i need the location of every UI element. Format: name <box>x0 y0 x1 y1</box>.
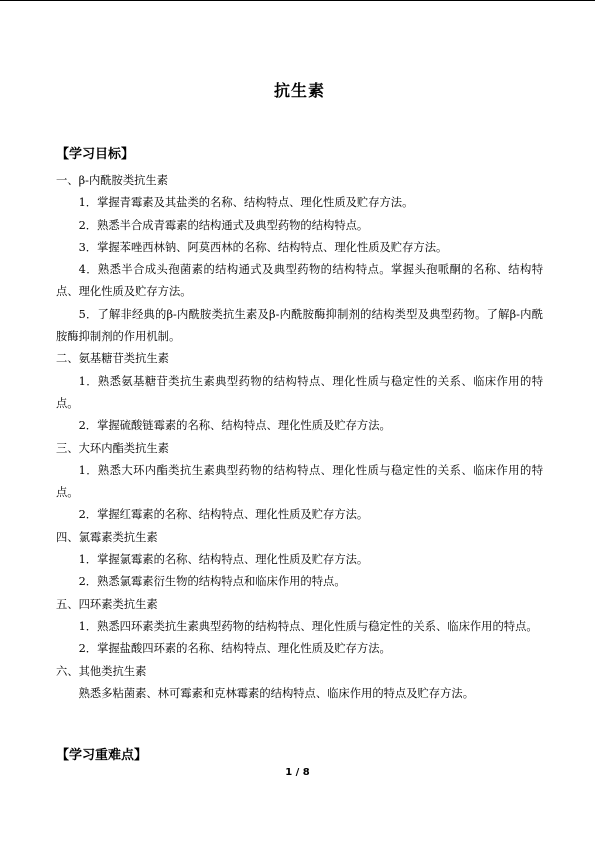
list-item: 1．掌握青霉素及其盐类的名称、结构特点、理化性质及贮存方法。 <box>78 196 414 210</box>
list-item: 2．掌握盐酸四环素的名称、结构特点、理化性质及贮存方法。 <box>78 642 391 656</box>
subsection-heading: 二、氨基糖苷类抗生素 <box>56 352 169 366</box>
subsection-heading: 五、四环素类抗生素 <box>56 597 158 611</box>
subsection-heading: 六、其他类抗生素 <box>56 664 147 678</box>
section-heading-objectives: 【学习目标】 <box>56 147 135 162</box>
subsection-heading: 三、大环内酯类抗生素 <box>56 441 169 455</box>
list-item: 5．了解非经典的β-内酰胺类抗生素及β-内酰胺酶抑制剂的结构类型及典型药物。了解β-内酰胺酶抑制剂的作用机制。 <box>56 307 543 344</box>
list-item: 1．熟悉大环内酯类抗生素典型药物的结构特点、理化性质与稳定性的关系、临床作用的特点。 <box>56 463 543 500</box>
list-item: 3．掌握苯唑西林钠、阿莫西林的名称、结构特点、理化性质及贮存方法。 <box>78 240 448 254</box>
list-item: 1．熟悉四环素类抗生素典型药物的结构特点、理化性质与稳定性的关系、临床作用的特点。 <box>78 619 538 633</box>
list-item: 熟悉多粘菌素、林可霉素和克林霉素的结构特点、临床作用的特点及贮存方法。 <box>78 686 474 700</box>
subsection-heading: 四、氯霉素类抗生素 <box>56 530 158 544</box>
list-item: 2．熟悉氯霉素衍生物的结构特点和临床作用的特点。 <box>78 575 346 589</box>
list-item: 1．掌握氯霉素的名称、结构特点、理化性质及贮存方法。 <box>78 553 369 567</box>
subsection-heading: 一、β-内酰胺类抗生素 <box>56 174 169 187</box>
list-item: 4．熟悉半合成头孢菌素的结构通式及典型药物的结构特点。掌握头孢哌酮的名称、结构特点、理化性质及贮存方法。 <box>56 263 543 299</box>
document-title: 抗生素 <box>273 81 325 100</box>
list-item: 2．掌握红霉素的名称、结构特点、理化性质及贮存方法。 <box>78 508 369 522</box>
list-item: 1．熟悉氨基糖苷类抗生素典型药物的结构特点、理化性质与稳定性的关系、临床作用的特点。 <box>56 374 543 410</box>
list-item: 2．掌握硫酸链霉素的名称、结构特点、理化性质及贮存方法。 <box>78 419 391 433</box>
page-number: 1 / 8 <box>285 767 310 778</box>
section-heading-key-points: 【学习重难点】 <box>56 748 148 763</box>
header-rule <box>0 0 595 1</box>
list-item: 2．熟悉半合成青霉素的结构通式及典型药物的结构特点。 <box>78 218 369 232</box>
objectives-body <box>56 170 543 705</box>
